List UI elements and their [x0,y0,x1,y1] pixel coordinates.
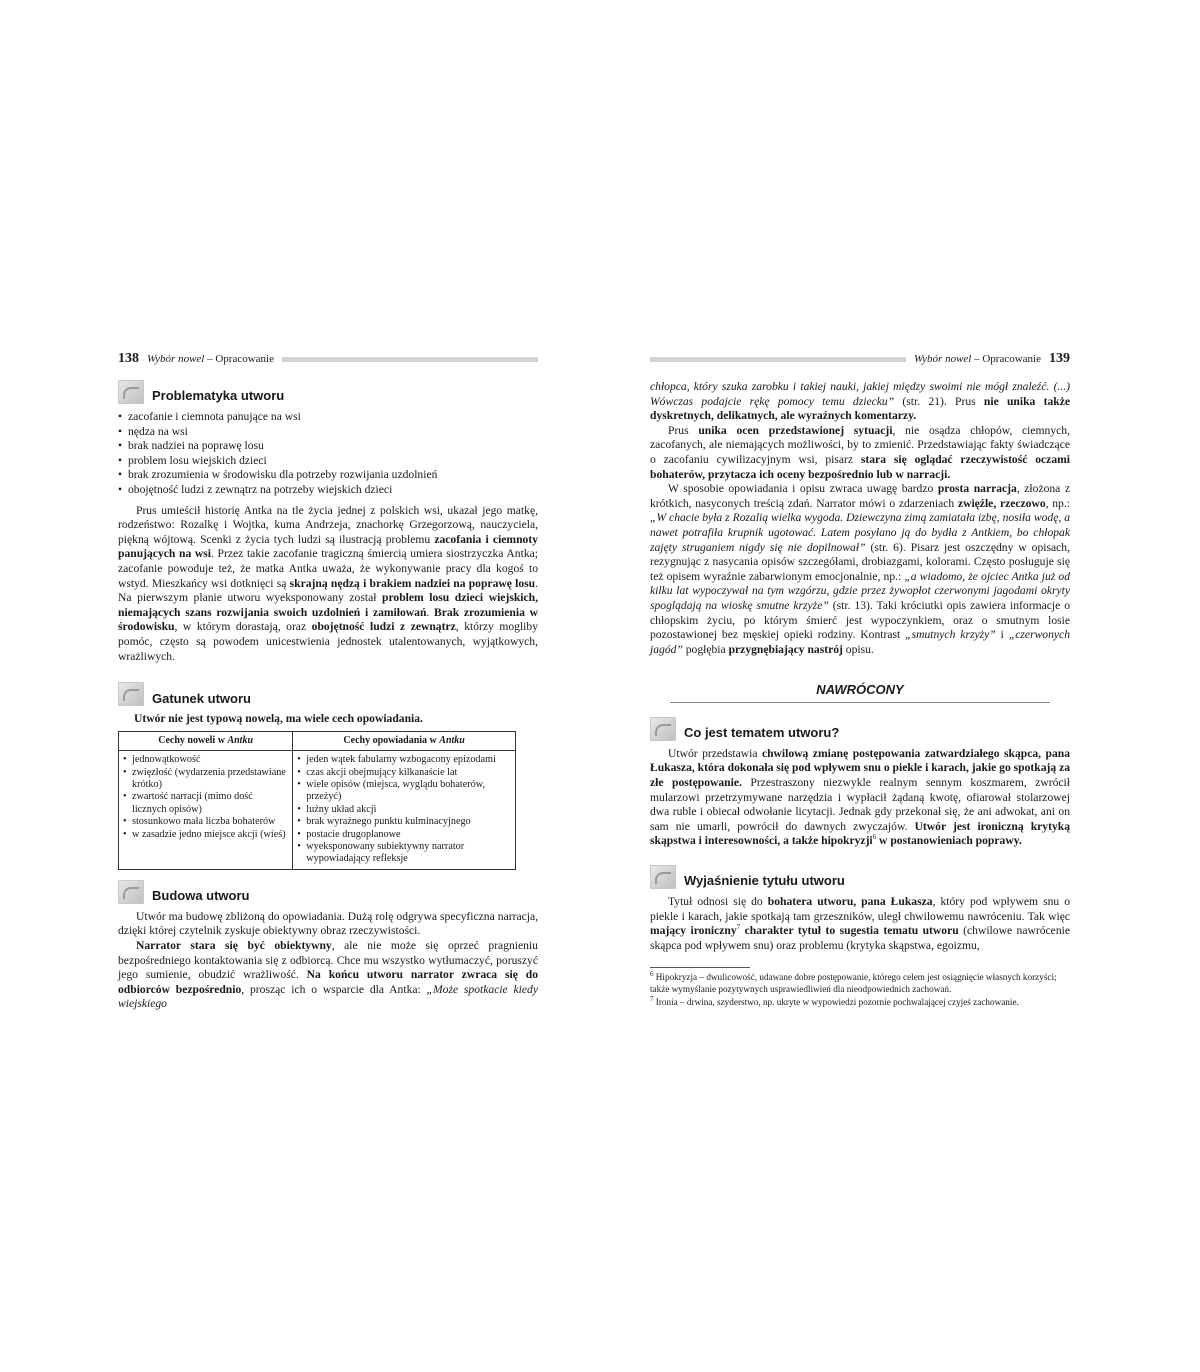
paragraph: Prus unika ocen przedstawionej sytuacji, nie osądza chłopów, ciemnych, zacofanych, ale niemających możliwości, by to zmienić. Przedstawiając fakty świadczące o zacofaniu cywilizacyjnym wsi, pisarz stara się oglądać rzeczywistość oczami bohaterów, przytacza ich oceny bezpośrednio lub w narracji. [650,423,1070,481]
right-page [650,348,1070,1011]
list-item: • w zasadzie jedno miejsce akcji (wieś) [123,829,288,841]
table-header: Cechy opowiadania w Antku [293,731,516,750]
running-title-left: Wybór nowel – Opracowanie [147,352,274,365]
list-item: • brak zrozumienia w środowisku dla potrzeby rozwijania uzdolnień [118,468,538,483]
paragraph: Utwór ma budowę zbliżoną do opowiadania. Dużą rolę odgrywa specyficzna narracja, dzięki której czytelnik zyskuje obiektywny obraz rzeczywistości. [118,909,538,938]
section-icon [118,380,144,404]
section-icon [118,682,144,706]
table-cell [293,751,516,870]
problem-list [118,410,538,498]
list-item: • brak nadziei na poprawę losu [118,439,538,454]
list-item: • wyeksponowany subiektywny narrator wypowiadający refleksje [297,841,511,866]
section-icon [650,865,676,889]
paragraph: W sposobie opowiadania i opisu zwraca uwagę bardzo prosta narracja, złożona z krótkich, nasyconych treścią zdań. Narrator mówi o zdarzeniach zwięźle, rzeczowo, np.: „W chacie była z Rozalią wielka wygoda. Dziewczyna zimą zamiatała izbę, nosiła wodę, a nawet potrafiła krupnik ugotować. Latem posyłano ją do bydła z Antkiem, bo chłopak zajęty struganiem nigdy się nie dopilnował” (str. 6). Pisarz jest oszczędny w opisach, rezygnując z nasycania opisów szczegółami, drobiazgami, kolorami. Często posługuje się też opisem wyraźnie zabarwionym emocjonalnie, np.: „a wiadomo, że ojciec Antka już od kilku lat wypoczywał na tym wzgórzu, gdzie przez żywopłot czerwonymi jagodami okryty spoglądają na wioskę smutne krzyże” (str. 13). Taki króciutki opis zawiera informacje o chłopskim życiu, po którym śmierć jest wypoczynkiem, oraz o smutnym losie pozostawionej bez męskiej opieki rodziny. Kontrast „smutnych krzyży” i „czerwonych jagód” pogłębia przygnębiający nastrój opisu. [650,482,1071,656]
list-item: • jeden wątek fabularny wzbogacony epizodami [297,754,511,766]
section-heading-problematyka [118,380,538,404]
list-item: • luźny układ akcji [297,804,511,816]
running-head-right [650,348,1070,370]
header-rule-right [650,357,906,362]
paragraph: Prus umieścił historię Antka na tle życia jednej z polskich wsi, ukazał jego matkę, rodzeństwo: Rozalkę i Wojtka, kuma Andrzeja, znachorkę Grzegorzową, nauczyciela, piękną wójtową. Scenki z życia tych ludzi są ilustracją problemu zacofania i ciemnoty panujących na wsi. Przez takie zacofanie tragiczną śmiercią umiera siostrzyczka Antka; zacofanie powoduje też, że matka Antka uważa, że wykonywanie pracy dla kogoś to wstyd. Mieszkańcy wsi dotknięci są skrajną nędzą i brakiem nadziei na poprawę losu. Na pierwszym planie utworu wyeksponowany został problem losu dzieci wiejskich, niemających szans rozwijania swoich uzdolnień i zamiłowań. Brak zrozumienia w środowisku, w którym dorastają, oraz obojętność ludzi z zewnątrz, którzy mogliby pomóc, często są powodem unicestwienia jednostek utalentowanych, wyjątkowych, wrażliwych. [118,503,539,663]
chapter-title: NAWRÓCONY [816,682,904,698]
list-item: • postacie drugoplanowe [297,829,511,841]
list-item: • zacofanie i ciemnota panujące na wsi [118,410,538,425]
list-item: • wiele opisów (miejsca, wyglądu bohaterów, przeżyć) [297,779,511,804]
page-number-left: 138 [118,350,139,366]
footnotes [650,972,1070,1008]
paragraph: Tytuł odnosi się do bohatera utworu, pana Łukasza, który pod wpływem snu o piekle i karach, jakie spotkają tam grzeszników, uległ chwilowemu nawróceniu. Tak więc mający ironiczny$^7$ charakter tytuł to sugestia tematu utworu (chwilowe nawrócenie skąpca pod wpływem snu) oraz problemu (krytyka skąpstwa, egoizmu, [650,895,1070,952]
list-item: • stosunkowo mała liczba bohaterów [123,816,288,828]
list-item: • problem losu wiejskich dzieci [118,454,538,469]
chapter-rule [670,702,1050,703]
footnote-rule [650,967,750,968]
list-item: • nędza na wsi [118,425,538,440]
section-title: Problematyka utworu [152,388,285,404]
footnote-6: $^6$ Hipokryzja – dwulicowość, udawane dobre postępowanie, którego celem jest osiągnięcie własnych korzyści; także wymyślanie pozytywnych usprawiedliwień dla nieodpowiednich zachowań. [650,970,1057,994]
list-item: • zwięzłość (wydarzenia przedstawiane krótko) [123,767,288,792]
left-page [118,348,538,1012]
section-heading-tytul [650,865,1070,889]
table-header: Cechy noweli w Antku [119,731,293,750]
section-title: Wyjaśnienie tytułu utworu [684,873,845,889]
running-title-right: Wybór nowel – Opracowanie [914,352,1041,365]
list-item: • jednowątkowość [123,754,288,766]
section-heading-temat [650,717,1070,741]
page-number-right: 139 [1049,350,1070,366]
list-item: • brak wyraźnego punktu kulminacyjnego [297,816,511,828]
list-item: • obojętność ludzi z zewnątrz na potrzeby wiejskich dzieci [118,483,538,498]
table-cell [119,751,293,870]
paragraph: chłopca, który szuka zarobku i takiej nauki, jakiej między swoimi nie mógł znaleźć. (...) Wówczas podajcie rękę pomocy temu dziecku” (str. 21). Prus nie unika także dyskretnych, delikatnych, ale wyraźnych komentarzy. [650,380,1071,423]
section-icon [650,717,676,741]
section-title: Budowa utworu [152,888,250,904]
section-heading-budowa [118,880,538,904]
header-rule-left [282,357,538,362]
section-title: Co jest tematem utworu? [684,725,840,741]
section-icon [118,880,144,904]
footnote-7: $^7$ Ironia – drwina, szyderstwo, np. ukryte w wypowiedzi pozornie pochwalającej czyjeś zachowanie. [650,995,1019,1008]
section-heading-gatunek [118,682,538,706]
comparison-table [118,731,516,870]
list-item: • czas akcji obejmujący kilkanaście lat [297,767,511,779]
paragraph: Narrator stara się być obiektywny, ale nie może się oprzeć pragnieniu bezpośredniego kontaktowania się z odbiorcą. Chce mu wszystko wytłumaczyć, poruszyć jego sumienie, obudzić wrażliwość. Na końcu utworu narrator zwraca się do odbiorców bezpośrednio, prosząc ich o wsparcie dla Antka: „Może spotkacie kiedy wiejskiego [118,938,538,1011]
paragraph: Utwór przedstawia chwilową zmianę postępowania zatwardziałego skąpca, pana Łukasza, która dokonała się pod wpływem snu o piekle i karach, jakie go spotkają za złe postępowanie. Przestraszony niezwykle realnym sennym koszmarem, zwrócił mularzowi przetrzymywane narzędzia i wypłacił żądaną kwotę, ofiarował stolarzowej dwa ruble i obiecał odwołanie licytacji. Jednak gdy przekonał się, że ani adwokat, ani on sam nie umarli, powrócił do dawnych zwyczajów. Utwór jest ironiczną krytyką skąpstwa i interesowności, a także hipokryzji$^6$ w postanowieniach poprawy. [650,746,1071,848]
section-title: Gatunek utworu [152,690,251,706]
running-head-left [118,348,538,370]
table-caption: Utwór nie jest typową nowelą, ma wiele cech opowiadania. [134,712,423,726]
list-item: • zwartość narracji (mimo dość licznych opisów) [123,791,288,816]
